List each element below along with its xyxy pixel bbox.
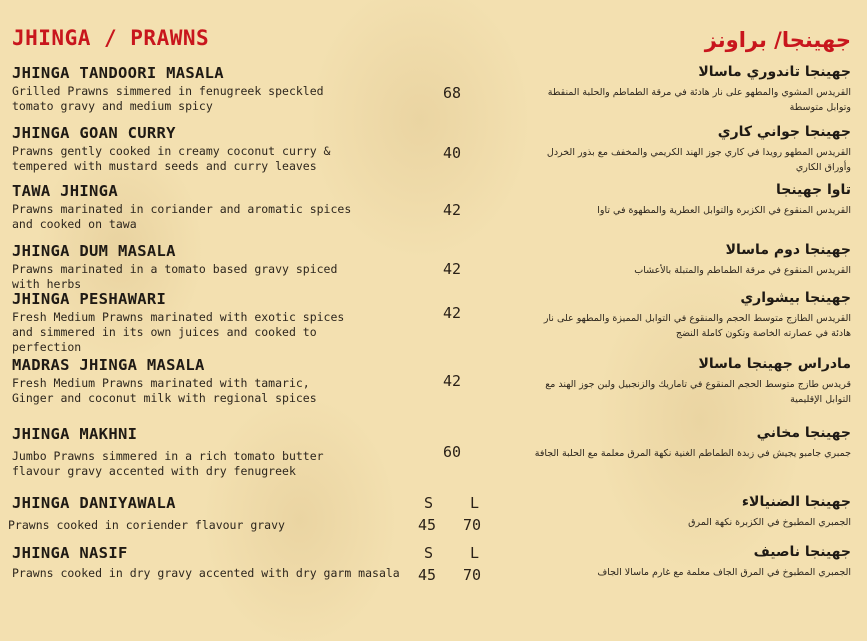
item-description-arabic: الجمبري المطبوخ في الكزبرة نكهة المرق bbox=[688, 517, 851, 528]
item-description: Fresh Medium Prawns marinated with exotic spices and simmered in its own juices and cooked to perfection bbox=[12, 310, 345, 354]
item-description-arabic: القريدس المنقوع في الكزبرة والتوابل العطرية والمطهوة في تاوا bbox=[597, 205, 851, 216]
item-name-arabic: جهينجا بيشواري bbox=[740, 290, 851, 306]
item-name: MADRAS JHINGA MASALA bbox=[12, 356, 205, 374]
item-description-arabic: جمبري جامبو يجيش في زبدة الطماطم الغنية نكهة المرق معلمة مع الحلبة الجافة bbox=[534, 448, 851, 459]
item-description: Prawns gently cooked in creamy coconut curry & tempered with mustard seeds and curry leaves bbox=[12, 144, 331, 173]
item-price: 42 bbox=[443, 201, 462, 219]
item-name-arabic: جهينجا تاندوري ماسالا bbox=[698, 64, 851, 80]
item-price: 60 bbox=[443, 443, 462, 461]
item-description: Prawns cooked in dry gravy accented with dry garm masala bbox=[12, 566, 400, 580]
size-large-label: L bbox=[470, 544, 480, 562]
item-price: 42 bbox=[443, 372, 462, 390]
item-name: JHINGA DANIYAWALA bbox=[12, 494, 176, 512]
size-large-label: L bbox=[470, 494, 480, 512]
item-description-arabic: القريدس المطهو رويدا في كاري جوز الهند الكريمي والمخفف مع بذور الخردل وأوراق الكاري bbox=[546, 147, 851, 173]
item-description: Grilled Prawns simmered in fenugreek speckled tomato gravy and medium spicy bbox=[12, 84, 324, 113]
item-description-arabic: القريدس المشوي والمطهو على نار هادئة في مرقة الطماطم والحلبة المنقطة وتوابل متوسطة bbox=[547, 87, 851, 113]
item-description-arabic: القريدس الطازج متوسط الحجم والمنقوع في التوابل المميزة والمطهو على نار هادئة في عصارته الخاصة وتكون كاملة النضج bbox=[543, 313, 851, 339]
price-small: 45 bbox=[418, 516, 437, 534]
item-name-arabic: مادراس جهينجا ماسالا bbox=[698, 356, 851, 372]
item-description: Prawns marinated in coriander and aromatic spices and cooked on tawa bbox=[12, 202, 352, 231]
item-description: Prawns marinated in a tomato based gravy spiced with herbs bbox=[12, 262, 338, 291]
item-name-arabic: جهينجا جواني كاري bbox=[717, 124, 851, 140]
item-name: JHINGA PESHAWARI bbox=[12, 290, 167, 308]
item-name: JHINGA TANDOORI MASALA bbox=[12, 64, 224, 82]
item-name: JHINGA GOAN CURRY bbox=[12, 124, 176, 142]
price-small: 45 bbox=[418, 566, 437, 584]
item-description-arabic: الجمبري المطبوخ في المرق الجاف معلمة مع غارم ماسالا الجاف bbox=[597, 567, 851, 578]
item-name-arabic: جهينجا ناصيف bbox=[753, 544, 851, 560]
item-description-arabic: القريدس المنقوع في مرقة الطماطم والمتبلة بالأعشاب bbox=[634, 265, 851, 276]
item-name: TAWA JHINGA bbox=[12, 182, 118, 200]
item-price: 42 bbox=[443, 260, 462, 278]
item-price: 40 bbox=[443, 144, 462, 162]
price-large: 70 bbox=[463, 516, 482, 534]
item-description: Prawns cooked in coriender flavour gravy bbox=[8, 518, 285, 532]
item-price: 68 bbox=[443, 84, 462, 102]
item-description: Fresh Medium Prawns marinated with tamaric, Ginger and coconut milk with regional spices bbox=[12, 376, 317, 405]
item-price: 42 bbox=[443, 304, 462, 322]
item-name: JHINGA NASIF bbox=[12, 544, 128, 562]
section-title-arabic: جهينجا/ براونز bbox=[704, 28, 851, 52]
item-name: JHINGA MAKHNI bbox=[12, 425, 138, 443]
item-name-arabic: جهينجا الضنيالاء bbox=[741, 494, 851, 510]
item-name-arabic: جهينجا دوم ماسالا bbox=[725, 242, 851, 258]
item-description-arabic: قريدس طازج متوسط الحجم المنقوع في تاماريك والزنجبيل ولبن جوز الهند مع التوابل الإقليمية bbox=[545, 379, 851, 405]
item-name-arabic: جهينجا مخاني bbox=[756, 425, 851, 441]
price-large: 70 bbox=[463, 566, 482, 584]
size-small-label: S bbox=[424, 544, 434, 562]
item-name-arabic: تاوا جهينجا bbox=[776, 182, 851, 198]
section-title-english: JHINGA / PRAWNS bbox=[12, 26, 210, 50]
item-description: Jumbo Prawns simmered in a rich tomato butter flavour gravy accented with dry fenugreek bbox=[12, 449, 324, 478]
size-small-label: S bbox=[424, 494, 434, 512]
item-name: JHINGA DUM MASALA bbox=[12, 242, 176, 260]
